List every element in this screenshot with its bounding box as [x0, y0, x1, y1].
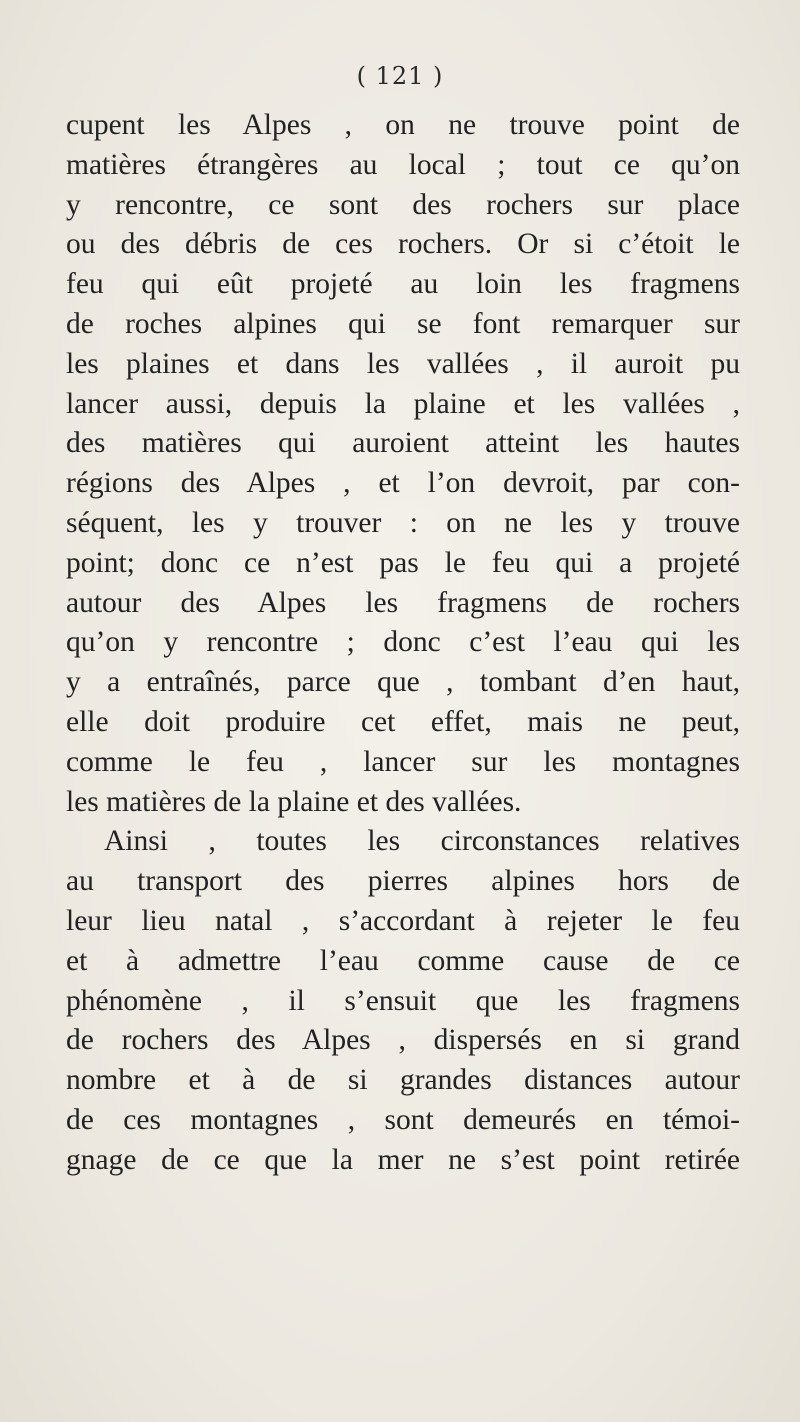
text-line: de rochers des Alpes , dispersés en si grand: [66, 1024, 740, 1057]
text-line: cupent les Alpes , on ne trouve point de: [66, 109, 740, 141]
text-line: Ainsi , toutes les circonstances relatives: [104, 825, 740, 858]
text-line: les matières de la plaine et des vallées.: [66, 785, 522, 818]
page-number: ( 121 ): [356, 62, 444, 90]
text-line: comme le feu , lancer sur les montagnes: [66, 745, 740, 778]
text-line: ou des débris de ces rochers. Or si c’étoit le: [66, 228, 740, 261]
text-line: et à admettre l’eau comme cause de ce: [66, 944, 740, 977]
text-line: qu’on y rencontre ; donc c’est l’eau qui les: [66, 626, 740, 659]
text-line: gnage de ce que la mer ne s’est point retirée: [66, 1143, 740, 1176]
text-line: autour des Alpes les fragmens de rochers: [66, 586, 740, 619]
body-text: [66, 106, 740, 1181]
text-line: au transport des pierres alpines hors de: [66, 865, 740, 898]
text-line: lancer aussi, depuis la plaine et les vallées ,: [66, 387, 740, 420]
text-line: elle doit produire cet effet, mais ne peut,: [66, 705, 740, 738]
text-line: de ces montagnes , sont demeurés en témoi-: [66, 1103, 740, 1136]
text-line: y rencontre, ce sont des rochers sur place: [66, 188, 740, 221]
text-line: leur lieu natal , s’accordant à rejeter le feu: [66, 904, 740, 937]
text-line: régions des Alpes , et l’on devroit, par con-: [66, 467, 740, 500]
text-line: les plaines et dans les vallées , il auroit pu: [66, 347, 740, 380]
text-line: séquent, les y trouver : on ne les y trouve: [66, 506, 740, 539]
text-line: des matières qui auroient atteint les hautes: [66, 427, 740, 460]
text-line: de roches alpines qui se font remarquer sur: [66, 307, 740, 340]
text-line: phénomène , il s’ensuit que les fragmens: [66, 984, 740, 1017]
text-line: point; donc ce n’est pas le feu qui a projeté: [66, 546, 740, 579]
text-line: feu qui eût projeté au loin les fragmens: [66, 268, 740, 301]
text-line: y a entraînés, parce que , tombant d’en haut,: [66, 666, 740, 699]
text-line: nombre et à de si grandes distances autour: [66, 1064, 740, 1097]
text-line: matières étrangères au local ; tout ce qu’on: [66, 148, 740, 181]
